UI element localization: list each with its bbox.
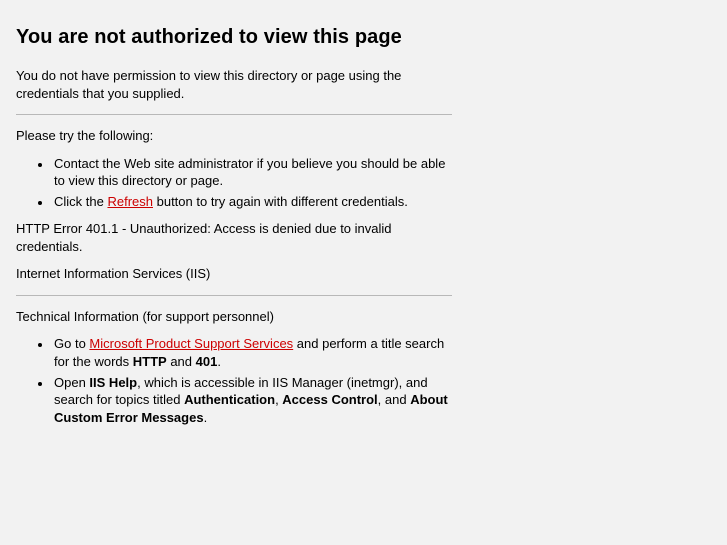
mpss-pre-text: Go to [54,336,90,352]
iishelp-mid-text: , which is accessible in IIS Manager (inetmgr), and search for topics titled [54,374,428,408]
error-details [16,220,456,283]
keyword-access-control: Access Control [282,392,378,408]
page-title: You are not authorized to view this page [16,26,402,48]
mpss-and-text: and [166,354,196,370]
iishelp-sep2-text: , and [377,392,411,408]
iishelp-pre-text: Open [54,374,90,390]
list-item [52,155,454,190]
mpss-mid-text: and perform a title search for the words [54,336,445,370]
list-item [52,193,454,211]
technical-list [16,335,512,426]
keyword-custom-error-messages: About Custom Error Messages [54,392,448,425]
list-item [52,374,454,427]
refresh-pre-text: Click the [54,193,108,209]
iishelp-end-text: . [203,409,208,425]
keyword-iis-help: IIS Help [89,374,138,390]
iishelp-sep1-text: , [275,392,283,408]
keyword-http: HTTP [132,354,167,370]
mpss-end-text: . [217,354,221,370]
http-error-line: HTTP Error 401.1 - Unauthorized: Access is denied due to invalid credentials. [16,221,392,254]
microsoft-support-link[interactable]: Microsoft Product Support Services [89,336,294,352]
list-item [52,335,454,370]
technical-info-label: Technical Information (for support personnel) [16,308,274,324]
intro-paragraph: You do not have permission to view this directory or page using the credentials that you supplied. [16,68,402,101]
contact-admin-text: Contact the Web site administrator if you believe you should be able to view this directory or page. [54,155,446,189]
keyword-authentication: Authentication [184,392,276,408]
divider-bottom [16,295,452,296]
keyword-401: 401 [195,354,218,370]
try-following-label: Please try the following: [16,128,154,144]
refresh-post-text: button to try again with different credentials. [153,193,408,209]
suggestions-list [16,155,512,211]
refresh-link[interactable]: Refresh [107,193,153,209]
divider-top [16,114,452,115]
server-line: Internet Information Services (IIS) [16,266,211,282]
